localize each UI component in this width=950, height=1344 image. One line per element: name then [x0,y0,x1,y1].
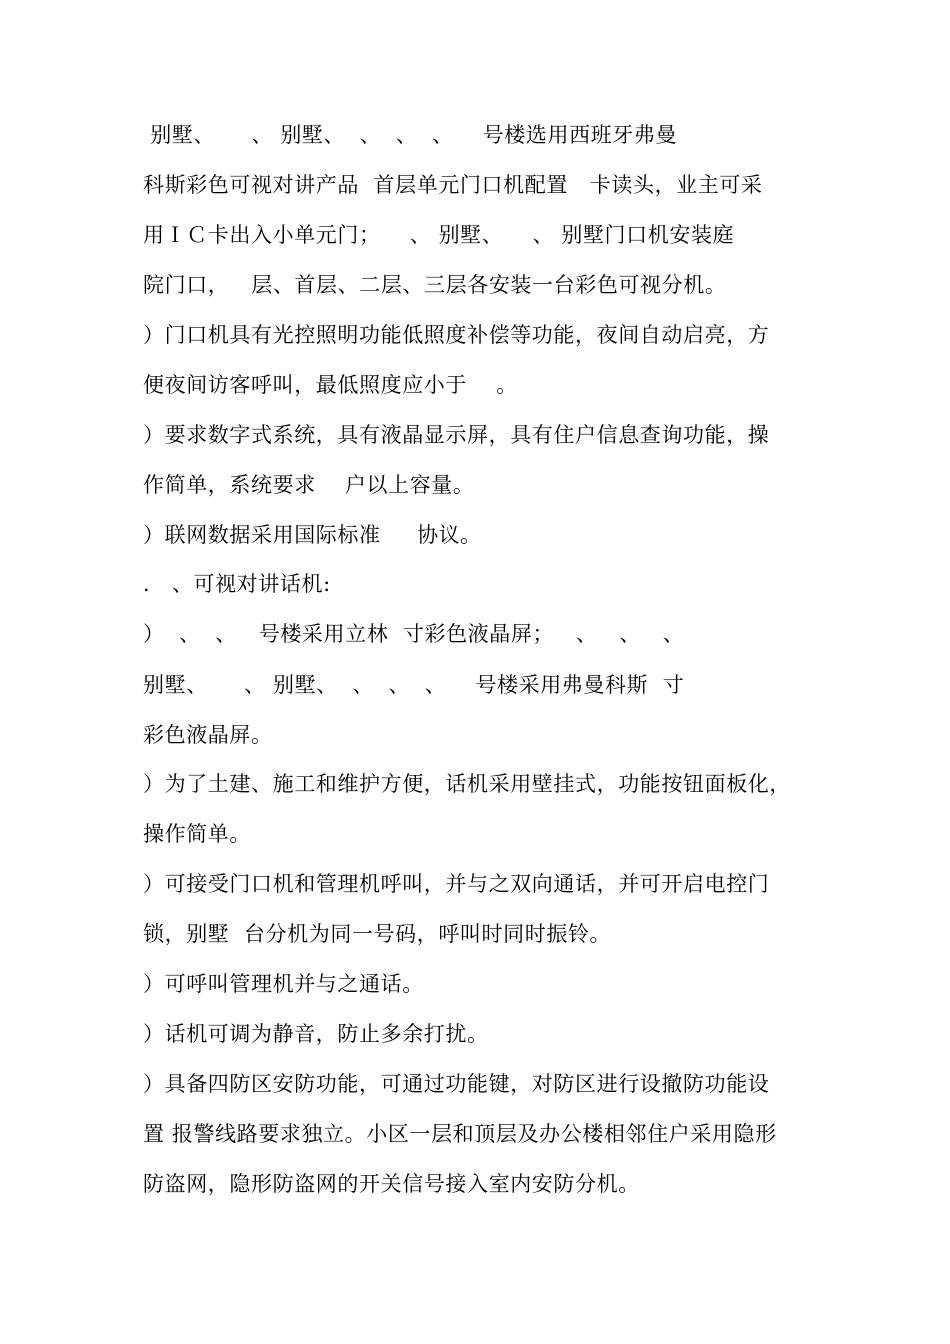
paragraph-line: ）联网数据采用国际标准 协议。 [143,523,482,547]
paragraph-line: 便夜间访客呼叫，最低照度应小于 。 [143,373,518,397]
paragraph-line: 置 报警线路要求独立。小区一层和顶层及办公楼相邻住户采用隐形 [143,1122,777,1146]
paragraph-line: 院门口， 层、首层、二层、三层各安装一台彩色可视分机。 [143,273,727,297]
paragraph-line: 别墅、 、 别墅、 、 、 、 号楼采用弗曼科斯 寸 [143,673,685,697]
paragraph-line: ）可呼叫管理机并与之通话。 [143,972,424,996]
paragraph-line: 锁，别墅 台分机为同一号码，呼叫时同时振铃。 [143,922,612,946]
paragraph-line: ）门口机具有光控照明功能低照度补偿等功能，夜间自动启亮，方 [143,323,770,347]
paragraph-line: 作简单，系统要求 户以上容量。 [143,473,475,497]
paragraph-line: 科斯彩色可视对讲产品 首层单元门口机配置 卡读头，业主可采 [143,173,763,197]
paragraph-line: ） 、 、 号楼采用立林 寸彩色液晶屏； 、 、 、 [143,622,685,646]
paragraph-line: 用ＩＣ卡出入小单元门； 、 别墅、 、 别墅门口机安装庭 [143,223,735,247]
paragraph-line: ）可接受门口机和管理机呼叫，并与之双向通话，并可开启电控门 [143,872,770,896]
paragraph-line: 操作简单。 [143,822,251,846]
paragraph-line: ）话机可调为静音，防止多余打扰。 [143,1022,489,1046]
section-heading: ． 、可视对讲话机: [143,572,331,596]
paragraph-line: 防盗网，隐形防盗网的开关信号接入室内安防分机。 [143,1172,640,1196]
paragraph-line: 别墅、 、 别墅、 、 、 、 号楼选用西班牙弗曼 [143,123,678,147]
paragraph-line: ）具备四防区安防功能，可通过功能键，对防区进行设撤防功能设 [143,1072,770,1096]
paragraph-line: ）为了土建、施工和维护方便，话机采用壁挂式，功能按钮面板化， [143,772,791,796]
paragraph-line: ）要求数字式系统，具有液晶显示屏，具有住户信息查询功能，操 [143,423,770,447]
paragraph-line: 彩色液晶屏。 [143,723,273,747]
